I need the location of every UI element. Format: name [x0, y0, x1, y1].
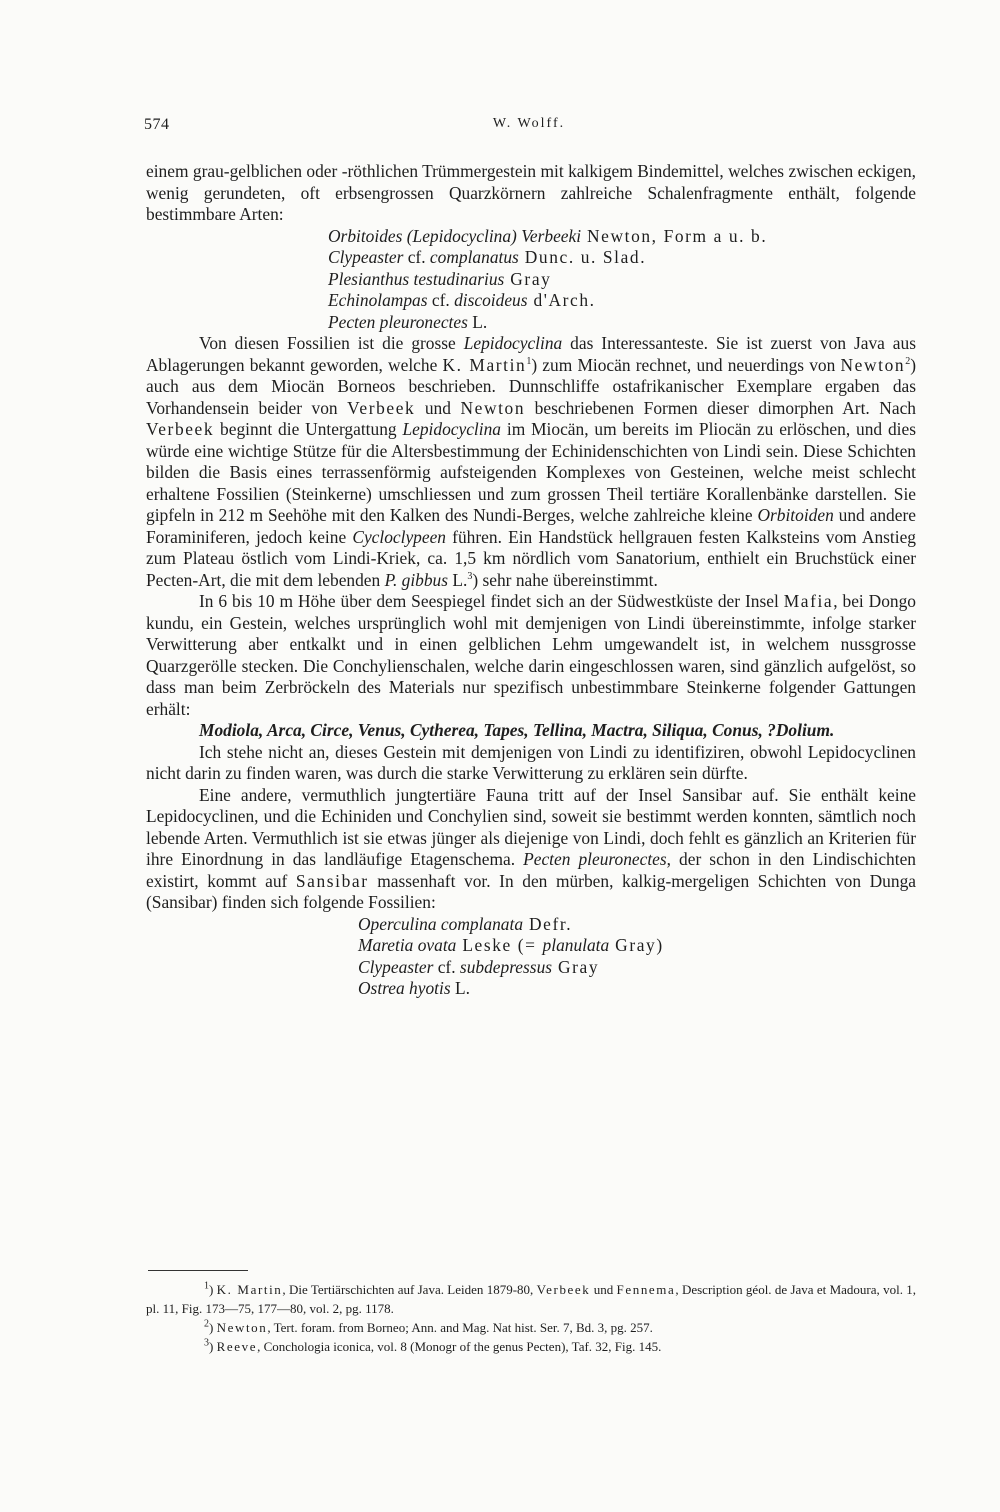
list-item: Orbitoides (Lepidocyclina) Verbeeki Newton, Form a u. b. — [328, 225, 768, 246]
running-head: W. Wolff. — [492, 116, 566, 131]
footnotes — [146, 1280, 916, 1356]
list-item: Ostrea hyotis L. — [358, 978, 470, 998]
list-item: Maretia ovata Leske (= planulata Gray) — [358, 935, 664, 955]
list-item: Clypeaster cf. subdepressus Gray — [358, 956, 600, 977]
body-text — [146, 161, 916, 1000]
page-number: 574 — [144, 116, 170, 133]
footnote-1: $^1$) K. Martin, Die Tertiärschichten auf Java. Leiden 1879-80, Verbeek und Fennema, Description géol. de Java et Madoura, vol. 1, pl. 11, Fig. 173—75, 177—80, vol. 2, pg. 1178. — [146, 1280, 917, 1316]
paragraph-3: In 6 bis 10 m Höhe über dem Seespiegel findet sich an der Südwestküste der Insel Mafia, bei Dongo kundu, ein Gestein, welches ursprünglich wohl mit demjenigen von Lindi übereinstimmte, infolge starker Verwitterung aber entkalkt und in einen gelblichen Lehm umgewandelt ist, in welchem nussgrosse Quarzgerölle stecken. Die Conchylienschalen, welche darin eingeschlossen waren, sind gänzlich aufgelöst, so dass man beim Zerbröckeln des Materials nur spezifisch unbestimmbare Steinkerne folgender Gattungen erhält: — [146, 591, 916, 719]
footnote-divider — [148, 1270, 248, 1271]
page-header — [144, 116, 914, 138]
genera-list: Modiola, Arca, Circe, Venus, Cytherea, Tapes, Tellina, Mactra, Siliqua, Conus, ?Dolium. — [199, 720, 835, 740]
list-item: Operculina complanata Defr. — [358, 913, 573, 934]
footnote-2: $^2$) Newton, Tert. foram. from Borneo; Ann. and Mag. Nat hist. Ser. 7, Bd. 3, pg. 257. — [204, 1318, 653, 1335]
species-list-lindi — [146, 226, 916, 334]
list-item: Plesianthus testudinarius Gray — [328, 268, 552, 289]
paragraph-1: einem grau-gelblichen oder -röthlichen Trümmergestein mit kalkigem Bindemittel, welches zwischen eckigen, wenig gerundeten, oft erbsengrossen Quarzkörnern zahlreiche Schalenfragmente enthält, folgende bestimmbare Arten: — [146, 161, 916, 224]
list-item: Pecten pleuronectes L. — [328, 311, 488, 332]
list-item: Clypeaster cf. complanatus Dunc. u. Slad. — [328, 247, 647, 267]
paragraph-2: Von diesen Fossilien ist die grosse Lepidocyclina das Interessanteste. Sie ist zuerst von Java aus Ablagerungen bekannt geworden, welche K. Martin$^1$) zum Miocän rechnet, und neuerdings von Newton$^2$) auch aus dem Miocän Borneos beschrieben. Dunnschliffe ostafrikanischer Exemplare ergaben das Vorhandensein beider von Verbeek und Newton beschriebenen Formen dieser dimorphen Art. Nach Verbeek beginnt die Untergattung Lepidocyclina im Miocän, um bereits im Pliocän zu erlöschen, und dies würde eine wichtige Stütze für die Altersbestimmung der Echinidenschichten von Lindi sein. Diese Schichten bilden die Basis eines terrassenförmig aufsteigenden Komplexes von Gesteinen, welche meist schlecht erhaltene Fossilien (Steinkerne) umschliessen und zum grossen Theil tertiäre Korallenbänke darstellen. Sie gipfeln in 212 m Seehöhe mit den Kalken des Nundi-Berges, welche zahlreiche kleine Orbitoiden und andere Foraminiferen, jedoch keine Cycloclypeen führen. Ein Handstück hellgrauen festen Kalksteins vom Anstieg zum Plateau östlich vom Lindi-Kriek, ca. 1,5 km nördlich vom Sanatorium, enthielt ein Bruchstück einer Pecten-Art, die mit dem lebenden P. gibbus L.$^3$) sehr nahe übereinstimmt. — [146, 333, 917, 590]
paragraph-4: Ich stehe nicht an, dieses Gestein mit demjenigen von Lindi zu identifiziren, obwohl Lepidocyclinen nicht darin zu finden waren, was durch die starke Verwitterung zu erklären sein dürfte. — [146, 741, 916, 783]
footnote-3: $^3$) Reeve, Conchologia iconica, vol. 8 (Monogr of the genus Pecten), Taf. 32, Fig. 145. — [204, 1337, 662, 1354]
species-list-sansibar — [146, 914, 916, 1000]
paragraph-5: Eine andere, vermuthlich jungtertiäre Fauna tritt auf der Insel Sansibar auf. Sie enthält keine Lepidocyclinen, und die Echiniden und Conchylien sind, soweit sie bestimmt werden konnten, sämtlich noch lebende Arten. Vermuthlich ist sie etwas jünger als diejenige von Lindi, doch fehlt es gänzlich an Kriterien für ihre Einordnung in das landläufige Etagenschema. Pecten pleuronectes, der schon in den Lindischichten existirt, kommt auf Sansibar massenhaft vor. In den mürben, kalkig-mergeligen Schichten von Dunga (Sansibar) finden sich folgende Fossilien: — [146, 784, 916, 912]
list-item: Echinolampas cf. discoideus d'Arch. — [328, 290, 596, 310]
